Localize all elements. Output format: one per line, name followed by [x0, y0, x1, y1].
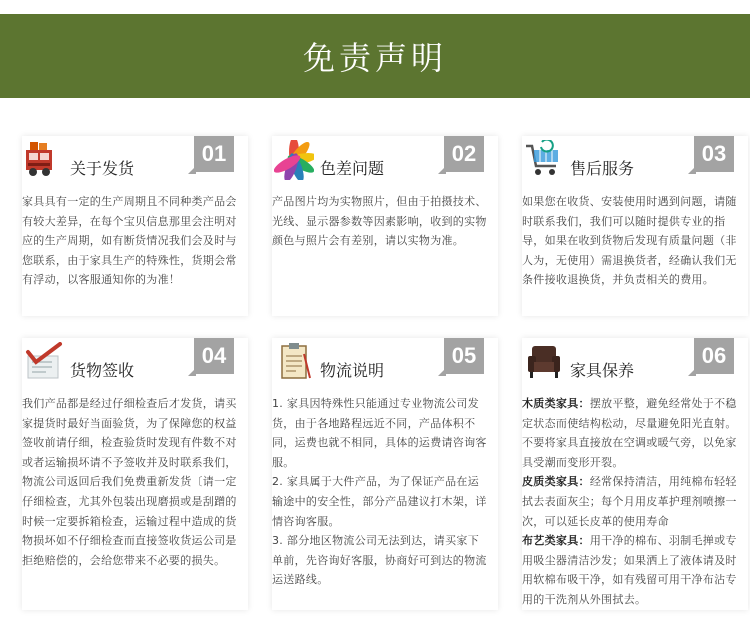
paragraph-label: 布艺类家具：: [522, 534, 590, 548]
paragraph-text: 用干净的棉布、羽制毛掸或专用吸尘器清洁沙发；如果洒上了液体请及时用软棉布吸干净，如有残留可用干净布沾专用的干洗剂从外围拭去。: [522, 534, 737, 606]
shopping-cart-icon: [524, 140, 564, 180]
card-paragraph: [522, 531, 738, 609]
card-paragraph: 如果您在收货、安装使用时遇到问题，请随时联系我们，我们可以随时提供专业的指导，如果在收到货物后发现有质量问题（非人为，无使用）需退换货者，经确认我们无条件接收退换货，并负责相关的费用。: [522, 195, 737, 287]
card-title: 货物签收: [70, 361, 135, 380]
card-title: 售后服务: [570, 159, 635, 178]
card-text: [22, 390, 248, 580]
card-paragraph: 1. 家具因特殊性只能通过专业物流公司发货，由于各地路程远近不同，产品体积不同，运费也就不相同，具体的运费请咨询客服。: [272, 397, 487, 469]
card-title: 关于发货: [70, 159, 135, 178]
card-paragraph: [522, 472, 738, 531]
sofa-chair-icon: [524, 342, 564, 382]
card-receipt: [22, 338, 248, 610]
card-paragraph: 家具具有一定的生产周期且不同种类产品会有较大差异，在每个宝贝信息那里会注明对应的生产周期，如有断货情况我们会及时与您联系，由于家具生产的特殊性，货期会常有浮动，以客服通知你的为准！: [22, 195, 237, 287]
paragraph-label: 皮质类家具：: [522, 475, 590, 489]
card-paragraph: 3. 部分地区物流公司无法到达，请买家下单前，先咨询好客服，协商好可到达的物流运送路线。: [272, 534, 487, 587]
card-paragraph: 产品图片均为实物照片，但由于拍摄技术、光线、显示器参数等因素影响，收到的实物颜色与照片会有差别，请以实物为准。: [272, 195, 487, 248]
checkmark-sign-icon: [24, 342, 64, 382]
color-palette-icon: [274, 140, 314, 180]
card-title: 色差问题: [320, 159, 385, 178]
paragraph-label: 木质类家具：: [522, 397, 590, 410]
card-color-difference: [272, 136, 498, 316]
card-number-badge: 06: [694, 338, 734, 374]
paragraph-text: 经常保持清洁，用纯棉布轻轻拭去表面灰尘；每个月用皮革护理剂喷擦一次，可以延长皮革的使用寿命: [522, 475, 737, 528]
card-text: [22, 188, 248, 300]
card-text: [272, 390, 498, 600]
card-delivery: [22, 136, 248, 316]
card-paragraph: 2. 家具属于大件产品，为了保证产品在运输途中的安全性，部分产品建议打木架，详情咨询客服。: [272, 475, 487, 528]
card-paragraph: 我们产品都是经过仔细检查后才发货，请买家提货时最好当面验货，为了保障您的权益签收前请仔细，检查验货时发现有件数不对或者运输损坏请不予签收并及时联系我们，物流公司返回后我们免费重新发货〔请一定仔细检查，尤其外包装出现磨损或是刮蹭的时候一定要拆箱检查，运输过程中造成的货物损坏如不仔细检查而直接签收货运公司是拒绝赔偿的，会给您带来不必要的损失。: [22, 397, 237, 567]
card-number-badge: 01: [194, 136, 234, 172]
card-text: [522, 188, 748, 300]
paragraph-text: 摆放平整，避免经常处于不稳定状态而使结构松动，尽量避免阳光直射。不要将家具直接放在空调或暖气旁，以免家具受潮而变形开裂。: [522, 397, 737, 469]
clipboard-icon: [274, 342, 314, 382]
card-number-badge: 02: [444, 136, 484, 172]
card-number-badge: 03: [694, 136, 734, 172]
card-number-badge: 05: [444, 338, 484, 374]
header-banner: [0, 14, 750, 98]
card-text: [272, 188, 498, 261]
delivery-truck-icon: [24, 140, 64, 180]
card-maintenance: [522, 338, 748, 610]
card-title: 物流说明: [320, 361, 385, 380]
card-text: [522, 390, 748, 620]
card-paragraph: [522, 394, 738, 472]
card-title: 家具保养: [570, 361, 635, 380]
card-number-badge: 04: [194, 338, 234, 374]
card-after-sales: [522, 136, 748, 316]
card-logistics: [272, 338, 498, 610]
page-title: 免责声明: [302, 39, 447, 77]
